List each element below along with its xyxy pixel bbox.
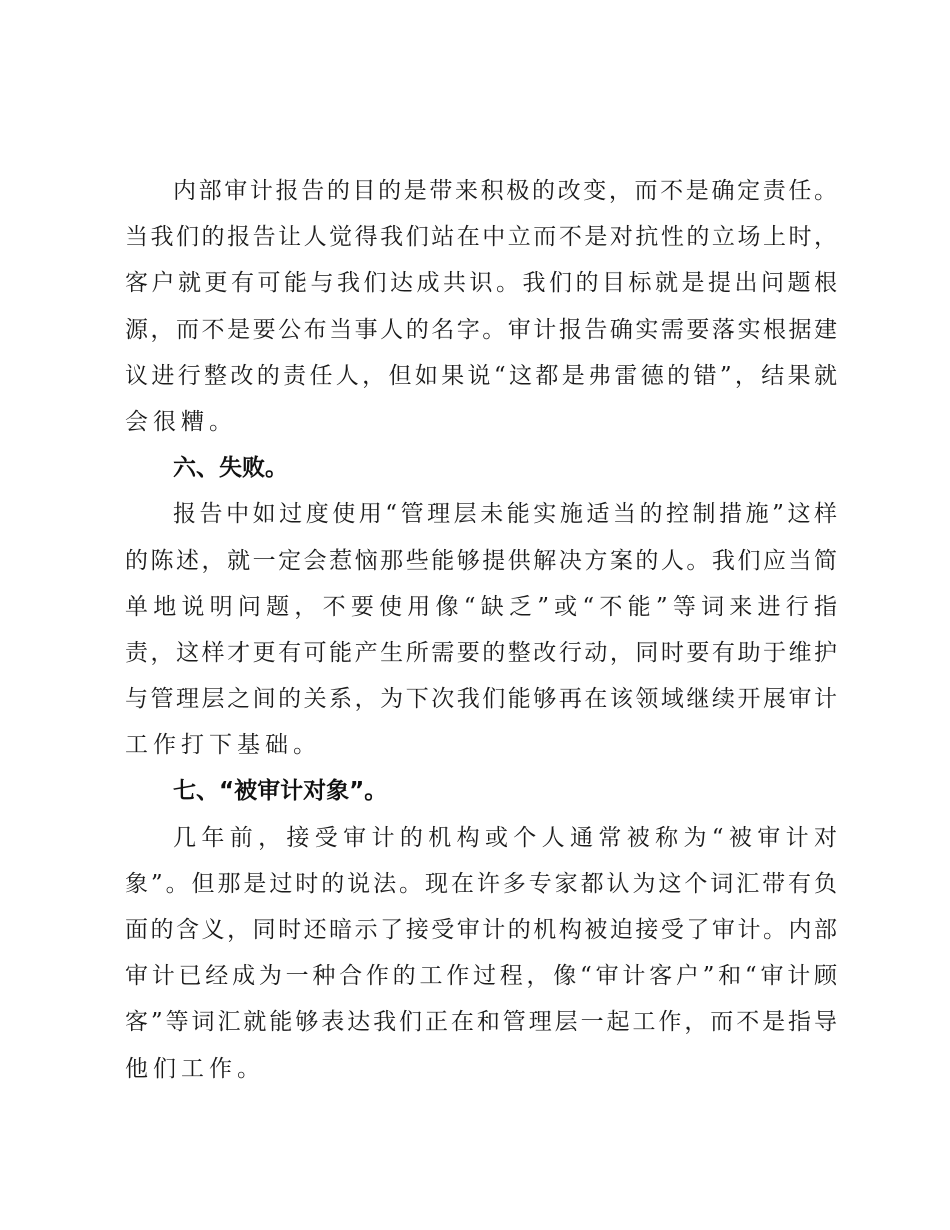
text-line: 审计已经成为一种合作的工作过程，像“审计客户”和“审计顾 [125, 963, 837, 990]
text-line: 单地说明问题，不要使用像“缺乏”或“不能”等词来进行指 [125, 593, 837, 620]
text-line: 内部审计报告的目的是带来积极的改变，而不是确定责任。 [173, 178, 837, 204]
text-line: 客”等词汇就能够表达我们正在和管理层一起工作，而不是指导 [125, 1009, 837, 1036]
paragraph-auditee [125, 815, 837, 1092]
text-line: 面的含义，同时还暗示了接受审计的机构被迫接受了审计。内部 [125, 917, 837, 943]
text-line: 报告中如过度使用“管理层未能实施适当的控制措施”这样 [173, 501, 837, 528]
text-line: 他们工作。 [125, 1055, 265, 1082]
text-line: 议进行整改的责任人，但如果说“这都是弗雷德的错”，结果就 [125, 362, 837, 389]
text-line: 几年前，接受审计的机构或个人通常被称为“被审计对 [173, 824, 837, 851]
text-line: 客户就更有可能与我们达成共识。我们的目标就是提出问题根 [125, 270, 837, 297]
text-line: 当我们的报告让人觉得我们站在中立而不是对抗性的立场上时， [125, 224, 837, 251]
text-line: 会很糟。 [125, 408, 237, 435]
text-line: 的陈述，就一定会惹恼那些能够提供解决方案的人。我们应当简 [125, 547, 837, 574]
document-page [125, 168, 837, 1092]
paragraph-failure [125, 491, 837, 768]
text-line: 象”。但那是过时的说法。现在许多专家都认为这个词汇带有负 [125, 870, 837, 897]
text-line: 工作打下基础。 [125, 732, 321, 759]
section-heading-7: 七、“被审计对象”。 [173, 778, 388, 805]
text-line: 源，而不是要公布当事人的名字。审计报告确实需要落实根据建 [125, 316, 837, 343]
text-line: 与管理层之间的关系，为下次我们能够再在该领域继续开展审计 [125, 686, 837, 713]
section-heading-6: 六、失败。 [173, 455, 288, 482]
text-line: 责，这样才更有可能产生所需要的整改行动，同时要有助于维护 [125, 639, 837, 666]
paragraph-purpose [125, 168, 837, 445]
